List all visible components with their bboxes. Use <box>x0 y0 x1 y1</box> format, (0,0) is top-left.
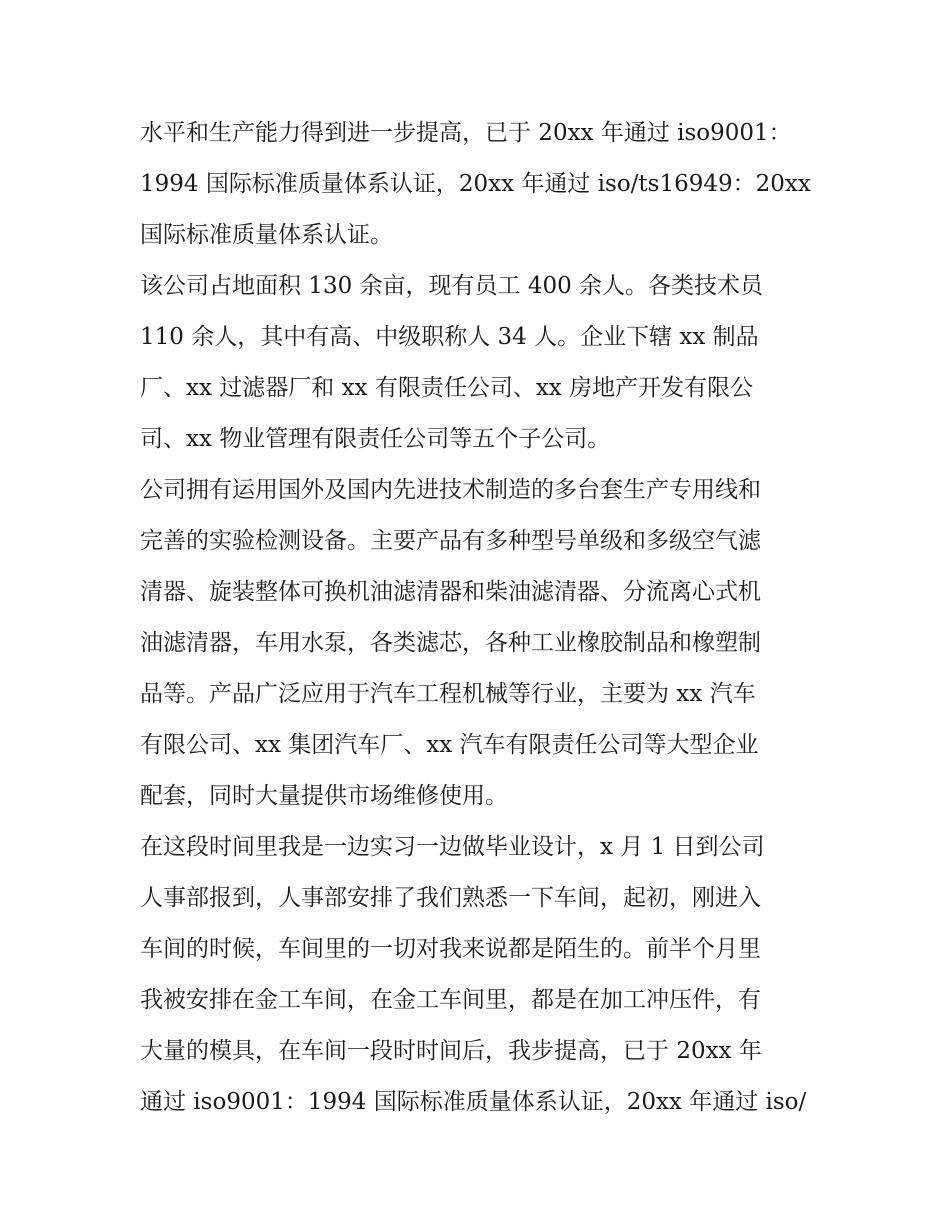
text-line: 完善的实验检测设备。主要产品有多种型号单级和多级空气滤 <box>140 528 761 554</box>
text-line: 品等。产品广泛应用于汽车工程机械等行业，主要为 xx 汽车 <box>140 681 756 707</box>
text-line: 通过 iso9001：1994 国际标准质量体系认证，20xx 年通过 iso/ <box>140 1089 807 1115</box>
text-line: 公司拥有运用国外及国内先进技术制造的多台套生产专用线和 <box>140 477 761 503</box>
text-line: 司、xx 物业管理有限责任公司等五个子公司。 <box>140 426 611 452</box>
text-line: 大量的模具，在车间一段时时间后，我步提高，已于 20xx 年 <box>140 1038 762 1064</box>
text-line: 人事部报到，人事部安排了我们熟悉一下车间，起初，刚进入 <box>140 885 761 911</box>
text-line: 我被安排在金工车间，在金工车间里，都是在加工冲压件，有 <box>140 987 761 1013</box>
text-line: 清器、旋装整体可换机油滤清器和柴油滤清器、分流离心式机 <box>140 579 761 605</box>
text-line: 有限公司、xx 集团汽车厂、xx 汽车有限责任公司等大型企业 <box>140 732 759 758</box>
body-text <box>140 108 820 1128</box>
text-line: 车间的时候，车间里的一切对我来说都是陌生的。前半个月里 <box>140 936 761 962</box>
text-line: 油滤清器，车用水泵，各类滤芯，各种工业橡胶制品和橡塑制 <box>140 630 761 656</box>
text-line: 该公司占地面积 130 余亩，现有员工 400 余人。各类技术员 <box>140 273 764 299</box>
text-line: 国际标准质量体系认证。 <box>140 222 393 248</box>
text-line: 配套，同时大量提供市场维修使用。 <box>140 783 508 809</box>
text-line: 厂、xx 过滤器厂和 xx 有限责任公司、xx 房地产开发有限公 <box>140 375 754 401</box>
text-line: 在这段时间里我是一边实习一边做毕业设计，x 月 1 日到公司 <box>140 834 765 860</box>
text-line: 水平和生产能力得到进一步提高，已于 20xx 年通过 iso9001： <box>140 120 792 146</box>
text-line: 110 余人，其中有高、中级职称人 34 人。企业下辖 xx 制品 <box>140 324 759 350</box>
text-line: 1994 国际标准质量体系认证，20xx 年通过 iso/ts16949：20xx <box>140 171 811 197</box>
